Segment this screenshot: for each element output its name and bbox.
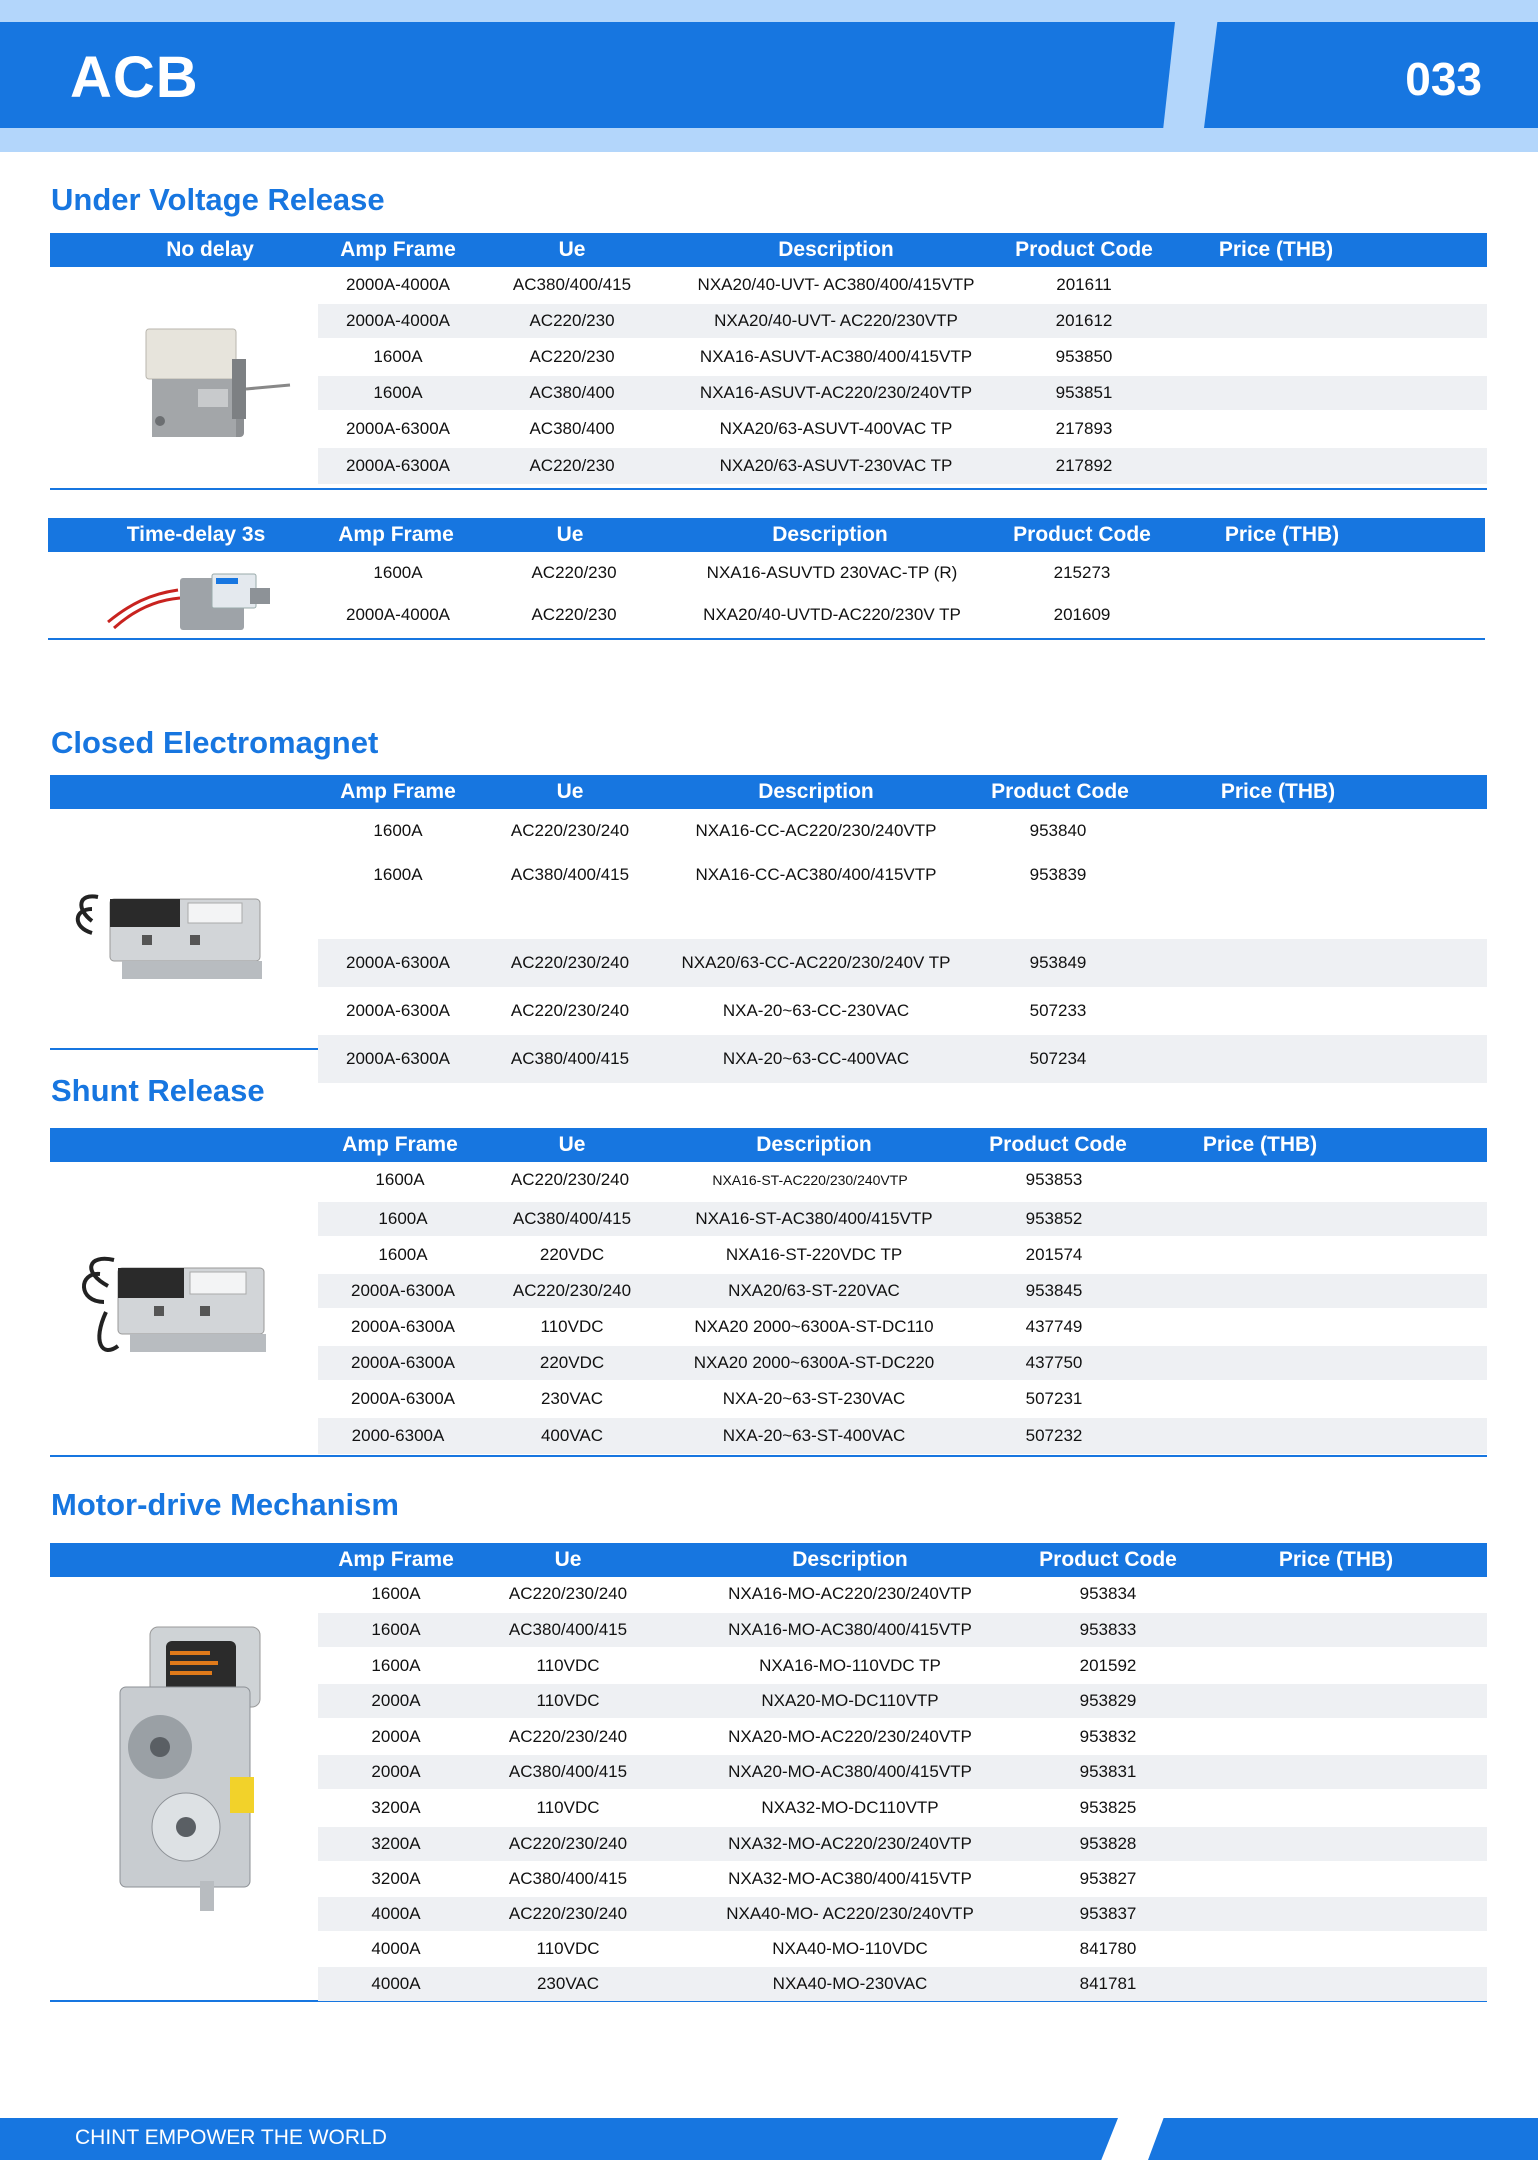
cell-product-code: 953833 (1079, 1620, 1137, 1639)
cell-description: NXA16-CC-AC380/400/415VTP (695, 865, 937, 884)
cell-description: NXA40-MO- AC220/230/240VTP (726, 1904, 974, 1923)
page-title: ACB (70, 45, 199, 110)
closed-electromagnet-table (50, 775, 1487, 1068)
cell-description: NXA32-MO-AC220/230/240VTP (728, 1834, 972, 1853)
cell-product-code: 953840 (1029, 821, 1087, 840)
table-row (318, 1720, 1487, 1754)
cell-amp-frame: 1600A (373, 821, 423, 840)
cell-amp-frame: 1600A (373, 383, 423, 402)
cell-product-code: 953839 (1029, 865, 1087, 884)
table-row (318, 1897, 1487, 1931)
col-header-product-code: Product Code (1015, 238, 1153, 261)
cell-description: NXA-20~63-ST-400VAC (722, 1426, 906, 1445)
table-row (318, 1202, 1487, 1236)
col-header-ue: Ue (558, 238, 586, 261)
col-header-price: Price (THB) (1218, 238, 1334, 261)
cell-description: NXA32-MO-DC110VTP (761, 1798, 939, 1817)
cell-ue: AC380/400/415 (510, 1049, 630, 1068)
cell-amp-frame: 2000A-4000A (346, 311, 450, 330)
cell-description: NXA16-MO-AC220/230/240VTP (728, 1584, 972, 1603)
cell-product-code: 953853 (1025, 1170, 1083, 1189)
table-row (318, 853, 1487, 897)
table-row (318, 1274, 1487, 1308)
cell-product-code: 841780 (1079, 1939, 1137, 1958)
cell-ue: AC380/400/415 (512, 274, 632, 294)
table-row (318, 1418, 1487, 1454)
cell-ue: AC220/230 (531, 605, 617, 624)
cell-product-code: 953852 (1025, 1209, 1083, 1228)
table-row (318, 1755, 1487, 1789)
col-header-description: Description (792, 1548, 908, 1571)
cell-ue: AC380/400/415 (512, 1209, 632, 1228)
table-body (50, 1577, 1487, 2002)
cell-amp-frame: 1600A (373, 865, 423, 884)
table-row (318, 340, 1487, 374)
table-row (318, 304, 1487, 338)
col-header-product-code: Product Code (989, 1133, 1127, 1156)
cell-description: NXA20/63-ASUVT-400VAC TP (719, 419, 953, 438)
cell-product-code: 201612 (1055, 311, 1113, 330)
cell-description: NXA20/40-UVT- AC380/400/415VTP (697, 274, 975, 294)
page-number: 033 (1405, 53, 1482, 105)
table-body (50, 267, 1487, 490)
cell-product-code: 953828 (1079, 1834, 1137, 1853)
cell-description: NXA20 2000~6300A-ST-DC220 (693, 1353, 935, 1372)
cell-description: NXA16-MO-AC380/400/415VTP (728, 1620, 972, 1639)
cell-amp-frame: 2000A-6300A (351, 1353, 455, 1372)
cell-product-code: 953845 (1025, 1281, 1083, 1300)
cell-description: NXA16-ST-AC220/230/240VTP (712, 1172, 908, 1188)
section-title-motor-drive-mechanism: Motor-drive Mechanism (51, 1487, 399, 1522)
cell-ue: AC220/230 (529, 347, 615, 366)
table-row (318, 448, 1487, 484)
table-row (318, 1827, 1487, 1861)
cell-ue: 230VAC (540, 1389, 604, 1408)
cell-ue: AC380/400 (529, 383, 615, 402)
table-header (50, 1128, 1487, 1162)
cell-ue: 230VAC (536, 1974, 600, 1993)
cell-description: NXA16-ASUVT-AC220/230/240VTP (699, 383, 973, 402)
table-header (50, 775, 1487, 809)
cell-ue: 400VAC (540, 1426, 604, 1445)
cell-ue: AC380/400/415 (508, 1620, 628, 1639)
cell-amp-frame: 1600A (371, 1656, 421, 1675)
table-row (318, 376, 1487, 410)
uvr-time-delay-table (48, 518, 1485, 640)
cell-ue: AC380/400/415 (508, 1869, 628, 1888)
cell-ue: AC380/400 (529, 419, 615, 438)
cell-ue: AC380/400/415 (508, 1762, 628, 1781)
cell-product-code: 953831 (1079, 1762, 1137, 1781)
cell-product-code: 507233 (1029, 1001, 1087, 1020)
cell-product-code: 437750 (1025, 1353, 1083, 1372)
cell-product-code: 201611 (1056, 274, 1112, 294)
closed-electromagnet-image (70, 869, 300, 989)
col-header-description: Description (758, 780, 874, 803)
col-header-amp-frame: Amp Frame (338, 523, 454, 546)
shunt-release-image (78, 1242, 308, 1372)
cell-product-code: 953837 (1079, 1904, 1137, 1923)
table-row (318, 1238, 1487, 1272)
section-title-shunt-release: Shunt Release (51, 1073, 265, 1108)
cell-amp-frame: 1600A (373, 563, 423, 582)
cell-ue: AC220/230/240 (510, 1170, 630, 1189)
cell-ue: 220VDC (539, 1353, 605, 1372)
cell-product-code: 953825 (1079, 1798, 1137, 1817)
motor-drive-mechanism-image (100, 1617, 300, 1917)
cell-description: NXA16-ASUVTD 230VAC-TP (R) (706, 563, 958, 582)
cell-description: NXA-20~63-CC-230VAC (722, 1001, 910, 1020)
cell-amp-frame: 1600A (373, 347, 423, 366)
table-row (318, 412, 1487, 446)
table-body (50, 1162, 1487, 1457)
cell-product-code: 201609 (1053, 605, 1111, 624)
cell-description: NXA16-ST-220VDC TP (725, 1245, 903, 1264)
cell-amp-frame: 1600A (378, 1245, 428, 1264)
col-header-description: Description (772, 523, 888, 546)
cell-description: NXA20/40-UVT- AC220/230VTP (714, 311, 958, 330)
col-header-variant: No delay (166, 238, 254, 261)
cell-ue: AC220/230/240 (508, 1727, 628, 1746)
cell-amp-frame: 1600A (378, 1209, 428, 1228)
cell-ue: 110VDC (536, 1798, 600, 1817)
cell-amp-frame: 3200A (371, 1869, 421, 1888)
cell-amp-frame: 1600A (371, 1584, 421, 1603)
table-row (318, 1346, 1487, 1380)
cell-product-code: 953834 (1079, 1584, 1137, 1603)
table-row (318, 594, 1485, 636)
table-row (318, 1577, 1487, 1611)
cell-ue: AC220/230 (529, 456, 615, 475)
under-voltage-release-image (138, 309, 298, 444)
cell-product-code: 217892 (1055, 456, 1113, 475)
cell-amp-frame: 2000A-6300A (346, 1001, 450, 1020)
cell-amp-frame: 2000A (371, 1691, 421, 1710)
cell-product-code: 953849 (1029, 953, 1087, 972)
cell-description: NXA16-ST-AC380/400/415VTP (695, 1209, 933, 1228)
table-row (318, 1862, 1487, 1896)
table-header (50, 1543, 1487, 1577)
table-row (318, 1791, 1487, 1825)
table-row (318, 1310, 1487, 1344)
cell-amp-frame: 4000A (371, 1904, 421, 1923)
col-header-description: Description (756, 1133, 872, 1156)
table-row (318, 1613, 1487, 1647)
cell-amp-frame: 2000A (371, 1727, 421, 1746)
cell-product-code: 201592 (1079, 1656, 1137, 1675)
cell-description: NXA20/63-ST-220VAC (728, 1281, 900, 1300)
cell-amp-frame: 4000A (371, 1974, 421, 1993)
cell-description: NXA40-MO-110VDC (772, 1939, 928, 1958)
cell-ue: AC220/230 (529, 311, 615, 330)
cell-description: NXA20-MO-DC110VTP (761, 1691, 939, 1710)
col-header-product-code: Product Code (1013, 523, 1151, 546)
shunt-release-table (50, 1128, 1487, 1457)
cell-product-code: 841781 (1079, 1974, 1137, 1993)
table-row (318, 1649, 1487, 1683)
table-row (318, 809, 1487, 853)
cell-ue: 220VDC (539, 1245, 605, 1264)
cell-amp-frame: 2000A-4000A (346, 605, 450, 624)
cell-amp-frame: 1600A (371, 1620, 421, 1639)
cell-product-code: 507234 (1029, 1049, 1087, 1068)
cell-ue: AC380/400/415 (510, 865, 630, 884)
footer-slogan: CHINT EMPOWER THE WORLD (75, 2126, 387, 2149)
table-body (48, 552, 1485, 640)
footer-accent-bar (1148, 2118, 1538, 2160)
cell-amp-frame: 2000A-6300A (351, 1281, 455, 1300)
cell-ue: AC220/230 (531, 563, 617, 582)
cell-description: NXA-20~63-CC-400VAC (722, 1049, 910, 1068)
cell-product-code: 437749 (1025, 1317, 1083, 1336)
cell-ue: AC220/230/240 (510, 1001, 630, 1020)
time-delay-release-image (100, 564, 290, 636)
cell-ue: AC220/230/240 (510, 821, 630, 840)
cell-description: NXA20-MO-AC380/400/415VTP (728, 1762, 972, 1781)
col-header-amp-frame: Amp Frame (342, 1133, 458, 1156)
cell-description: NXA20/63-CC-AC220/230/240V TP (681, 953, 951, 972)
cell-product-code: 953829 (1079, 1691, 1137, 1710)
cell-amp-frame: 2000A (371, 1762, 421, 1781)
cell-ue: 110VDC (536, 1691, 600, 1710)
cell-amp-frame: 3200A (371, 1798, 421, 1817)
cell-description: NXA-20~63-ST-230VAC (722, 1389, 906, 1408)
cell-amp-frame: 2000A-6300A (351, 1317, 455, 1336)
col-header-price: Price (THB) (1220, 780, 1336, 803)
cell-description: NXA20/63-ASUVT-230VAC TP (719, 456, 953, 475)
col-header-ue: Ue (558, 1133, 586, 1156)
cell-amp-frame: 2000A-6300A (346, 953, 450, 972)
cell-product-code: 953850 (1055, 347, 1113, 366)
cell-ue: AC220/230/240 (512, 1281, 632, 1300)
col-header-ue: Ue (556, 780, 584, 803)
cell-description: NXA20 2000~6300A-ST-DC110 (694, 1317, 934, 1336)
table-row (318, 1932, 1487, 1966)
cell-description: NXA16-ASUVT-AC380/400/415VTP (699, 347, 973, 366)
table-row (318, 267, 1487, 302)
cell-amp-frame: 2000A-6300A (346, 1049, 450, 1068)
col-header-amp-frame: Amp Frame (338, 1548, 454, 1571)
cell-product-code: 507232 (1025, 1426, 1083, 1445)
cell-product-code: 215273 (1053, 563, 1111, 582)
cell-ue: 110VDC (536, 1939, 600, 1958)
cell-amp-frame: 1600A (375, 1170, 425, 1189)
table-header (50, 233, 1487, 267)
section-title-closed-electromagnet: Closed Electromagnet (51, 725, 379, 760)
cell-amp-frame: 2000A-6300A (351, 1389, 455, 1408)
cell-ue: AC220/230/240 (508, 1584, 628, 1603)
col-header-product-code: Product Code (1039, 1548, 1177, 1571)
cell-product-code: 507231 (1025, 1389, 1083, 1408)
table-body (50, 809, 1487, 1068)
col-header-product-code: Product Code (991, 780, 1129, 803)
cell-description: NXA20-MO-AC220/230/240VTP (728, 1727, 972, 1746)
col-header-price: Price (THB) (1278, 1548, 1394, 1571)
col-header-price: Price (THB) (1224, 523, 1340, 546)
col-header-amp-frame: Amp Frame (340, 238, 456, 261)
col-header-variant: Time-delay 3s (126, 523, 266, 546)
table-row (318, 987, 1487, 1035)
uvr-no-delay-table (50, 233, 1487, 490)
table-header (48, 518, 1485, 552)
col-header-amp-frame: Amp Frame (340, 780, 456, 803)
table-row (318, 1684, 1487, 1718)
table-row (318, 1035, 1487, 1083)
cell-ue: 110VDC (536, 1656, 600, 1675)
table-row (318, 1162, 1487, 1198)
cell-product-code: 953832 (1079, 1727, 1137, 1746)
col-header-price: Price (THB) (1202, 1133, 1318, 1156)
cell-product-code: 217893 (1055, 419, 1113, 438)
motor-drive-table (50, 1543, 1487, 2002)
cell-description: NXA16-MO-110VDC TP (759, 1656, 941, 1675)
table-row (318, 1382, 1487, 1416)
cell-product-code: 201574 (1025, 1245, 1083, 1264)
cell-ue: AC220/230/240 (510, 953, 630, 972)
cell-description: NXA16-CC-AC220/230/240VTP (695, 821, 937, 840)
cell-ue: AC220/230/240 (508, 1834, 628, 1853)
cell-product-code: 953851 (1055, 383, 1113, 402)
cell-ue: AC220/230/240 (508, 1904, 628, 1923)
cell-ue: 110VDC (540, 1317, 604, 1336)
cell-amp-frame: 4000A (371, 1939, 421, 1958)
cell-amp-frame: 2000-6300A (351, 1426, 445, 1445)
table-row (318, 939, 1487, 987)
cell-description: NXA20/40-UVTD-AC220/230V TP (703, 605, 961, 624)
cell-amp-frame: 2000A-4000A (346, 274, 450, 294)
section-title-under-voltage-release: Under Voltage Release (51, 182, 385, 217)
table-row (318, 552, 1485, 594)
col-header-ue: Ue (554, 1548, 582, 1571)
cell-amp-frame: 2000A-6300A (346, 456, 450, 475)
col-header-description: Description (778, 238, 894, 261)
cell-description: NXA32-MO-AC380/400/415VTP (728, 1869, 972, 1888)
col-header-ue: Ue (556, 523, 584, 546)
cell-product-code: 953827 (1079, 1869, 1137, 1888)
header-page-bar (1204, 22, 1538, 128)
cell-amp-frame: 2000A-6300A (346, 419, 450, 438)
table-row (318, 1967, 1487, 2001)
cell-amp-frame: 3200A (371, 1834, 421, 1853)
cell-description: NXA40-MO-230VAC (772, 1974, 928, 1993)
